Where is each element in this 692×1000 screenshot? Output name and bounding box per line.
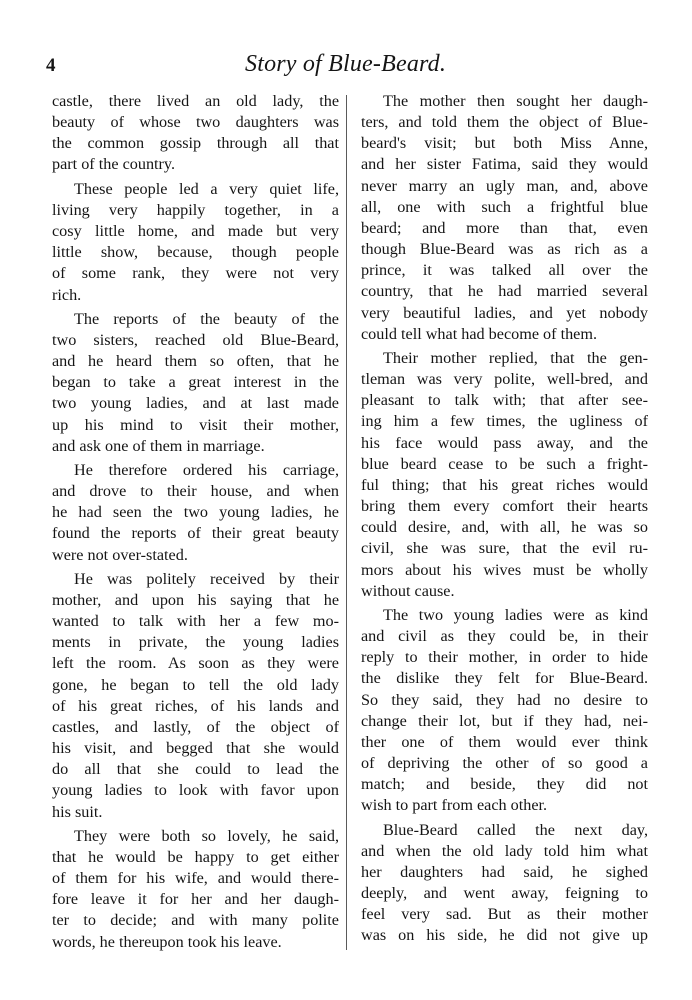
left-text-column (52, 91, 339, 953)
text-line: deeply, and went away, feigning to (361, 884, 648, 903)
text-line: beauty of whose two daughters was (52, 113, 339, 132)
text-line: found the reports of their great beauty (52, 524, 339, 543)
text-line: beard's visit; but both Miss Anne, (361, 134, 648, 153)
text-line: of them for his wife, and would there- (52, 869, 339, 888)
text-line: tleman was very polite, well-bred, and (361, 370, 648, 389)
text-line: and ask one of them in marriage. (52, 436, 265, 455)
paragraph (52, 309, 339, 457)
text-line: up his mind to visit their mother, (52, 415, 339, 434)
text-line: Their mother replied, that the gen- (383, 348, 648, 367)
text-line: the dislike they felt for Blue-Beard. (361, 669, 648, 688)
paragraph (361, 605, 648, 817)
text-line: Blue-Beard called the next day, (383, 820, 648, 839)
text-line: The reports of the beauty of the (74, 309, 339, 328)
text-line: beard; and more than that, even (361, 218, 648, 237)
text-line: ther one of them would ever think (361, 732, 648, 751)
text-line: gone, he began to tell the old lady (52, 675, 339, 694)
text-line: though Blue-Beard was as rich as a (361, 240, 648, 259)
text-line: ful thing; that his great riches would (361, 475, 648, 494)
text-line: country, that he had married several (361, 282, 648, 301)
text-line: So they said, they had no desire to (361, 690, 648, 709)
text-line: mother, and upon his saying that he (52, 590, 339, 609)
text-line: fore leave it for her and her daugh- (52, 890, 339, 909)
text-line: pleasant to talk with; that after see- (361, 391, 648, 410)
running-title: Story of Blue-Beard. (245, 51, 447, 77)
text-line: his visit, and begged that she would (52, 739, 339, 758)
right-text-column (361, 91, 648, 947)
text-line: These people led a very quiet life, (74, 179, 339, 198)
text-line: young ladies to look with favor upon (52, 781, 339, 800)
text-line: two young ladies, and at last made (52, 394, 339, 413)
paragraph (52, 826, 339, 953)
text-line: could desire, and, with all, he was so (361, 518, 648, 537)
paragraph (52, 569, 339, 823)
text-line: living very happily together, in a (52, 200, 339, 219)
text-line: The two young ladies were as kind (383, 605, 648, 624)
text-line: wish to part from each other. (361, 796, 548, 815)
column-divider (346, 95, 347, 950)
paragraph (52, 460, 339, 566)
text-line: were not over-stated. (52, 545, 188, 564)
text-line: ing him a few times, the ugliness of (361, 412, 648, 431)
text-line: civil, she was sure, that the evil ru- (361, 539, 648, 558)
text-line: he had seen the two young ladies, he (52, 503, 339, 522)
text-line: the common gossip through all that (52, 134, 339, 153)
paragraph (52, 179, 339, 306)
text-line: rich. (52, 285, 82, 304)
text-line: bring them every comfort their hearts (361, 497, 648, 516)
text-line: left the room. As soon as they were (52, 654, 339, 673)
paragraph (361, 348, 648, 602)
text-line: and he heard them so often, that he (52, 352, 339, 371)
text-line: castles, and lastly, of the object of (52, 717, 339, 736)
text-line: change their lot, but if they had, nei- (361, 711, 648, 730)
text-line: mors about his wives must be wholly (361, 560, 648, 579)
page-number: 4 (46, 55, 56, 76)
text-line: of depriving the other of so good a (361, 754, 648, 773)
text-line: began to take a great interest in the (52, 373, 339, 392)
text-line: could tell what had become of them. (361, 324, 597, 343)
text-line: wanted to talk with her a few mo- (52, 612, 339, 631)
text-line: He was politely received by their (74, 569, 339, 588)
text-line: ments in private, the young ladies (52, 633, 339, 652)
text-line: of some rank, they were not very (52, 264, 339, 283)
text-line: part of the country. (52, 155, 176, 174)
text-line: blue beard cease to be such a fright- (361, 454, 648, 473)
text-line: prince, it was talked all over the (361, 261, 648, 280)
text-line: two sisters, reached old Blue-Beard, (52, 330, 339, 349)
text-line: ter to decide; and with many polite (52, 911, 339, 930)
text-line: very beautiful ladies, and yet nobody (361, 303, 648, 322)
text-line: and civil as they could be, in their (361, 627, 648, 646)
text-line: his suit. (52, 802, 103, 821)
text-line: ters, and told them the object of Blue- (361, 113, 648, 132)
text-line: and drove to their house, and when (52, 482, 339, 501)
text-line: He therefore ordered his carriage, (74, 460, 339, 479)
text-line: The mother then sought her daugh- (383, 92, 648, 110)
paragraph (52, 91, 339, 176)
text-line: do all that she could to lead the (52, 760, 339, 779)
text-line: all, one with such a frightful blue (361, 197, 648, 216)
text-line: was on his side, he did not give up (361, 926, 648, 945)
text-line: without cause. (361, 581, 455, 600)
text-line: little show, because, though people (52, 243, 339, 262)
text-line: reply to their mother, in order to hide (361, 648, 648, 667)
text-line: his face would pass away, and the (361, 433, 648, 452)
text-line: her daughters had said, he sighed (361, 862, 648, 881)
text-line: words, he thereupon took his leave. (52, 932, 282, 951)
text-line: castle, there lived an old lady, the (52, 92, 339, 110)
text-line: match; and beside, they did not (361, 775, 648, 794)
paragraph (361, 91, 648, 345)
text-line: and when the old lady told him what (361, 841, 648, 860)
text-line: of his great riches, of his lands and (52, 696, 339, 715)
text-line: that he would be happy to get either (52, 847, 339, 866)
text-line: They were both so lovely, he said, (74, 826, 339, 845)
text-line: cosy little home, and made but very (52, 222, 339, 241)
paragraph (361, 820, 648, 947)
text-line: never marry an ugly man, and, above (361, 176, 648, 195)
text-line: and her sister Fatima, said they would (361, 155, 648, 174)
text-line: feel very sad. But as their mother (361, 905, 648, 924)
